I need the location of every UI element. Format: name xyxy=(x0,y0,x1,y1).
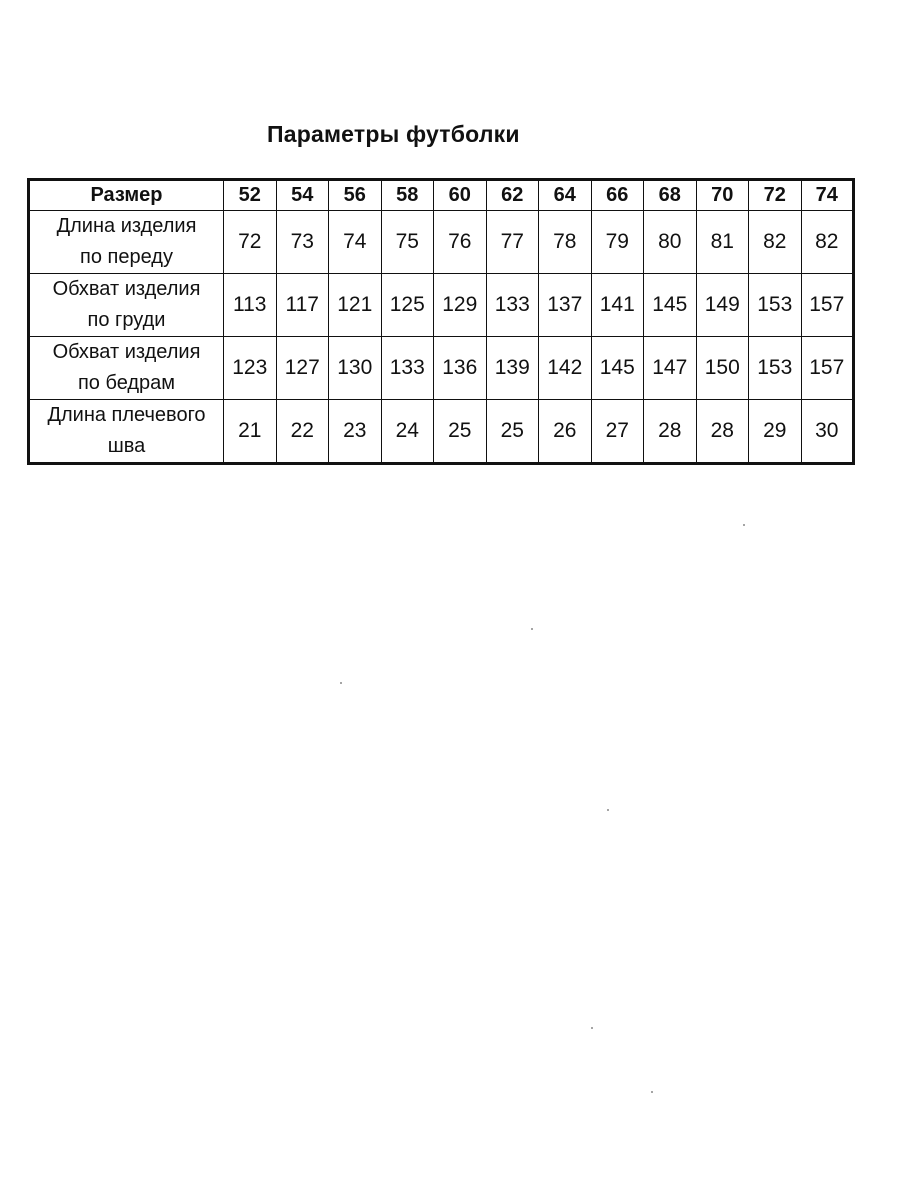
table-cell: 123 xyxy=(224,337,277,400)
table-cell: 30 xyxy=(801,400,854,464)
table-cell: 75 xyxy=(381,211,434,274)
table-cell: 76 xyxy=(434,211,487,274)
table-row xyxy=(29,400,854,464)
table-cell: 153 xyxy=(749,337,802,400)
table-cell: 74 xyxy=(329,211,382,274)
table-cell: 149 xyxy=(696,274,749,337)
table-cell: 125 xyxy=(381,274,434,337)
table-cell: 113 xyxy=(224,274,277,337)
table-cell: 22 xyxy=(276,400,329,464)
table-cell: 121 xyxy=(329,274,382,337)
table-row xyxy=(29,274,854,337)
size-header-cell: 74 xyxy=(801,180,854,211)
table-row xyxy=(29,337,854,400)
table-cell: 80 xyxy=(644,211,697,274)
size-header-cell: 72 xyxy=(749,180,802,211)
row-label-line1: Обхват изделия xyxy=(52,278,201,300)
size-header-cell: 58 xyxy=(381,180,434,211)
table-cell: 25 xyxy=(486,400,539,464)
table-cell: 81 xyxy=(696,211,749,274)
size-header-label: Размер xyxy=(29,180,224,211)
scan-speck xyxy=(340,682,342,684)
table-cell: 129 xyxy=(434,274,487,337)
table-cell: 26 xyxy=(539,400,592,464)
table-cell: 157 xyxy=(801,274,854,337)
table-cell: 150 xyxy=(696,337,749,400)
row-label xyxy=(29,274,224,337)
size-header-cell: 70 xyxy=(696,180,749,211)
table-cell: 133 xyxy=(381,337,434,400)
table-cell: 78 xyxy=(539,211,592,274)
row-label-line1: Обхват изделия xyxy=(52,341,201,363)
scan-speck xyxy=(651,1091,653,1093)
size-header-cell: 64 xyxy=(539,180,592,211)
table-cell: 77 xyxy=(486,211,539,274)
size-header-cell: 52 xyxy=(224,180,277,211)
table-cell: 127 xyxy=(276,337,329,400)
table-cell: 82 xyxy=(801,211,854,274)
size-header-cell: 68 xyxy=(644,180,697,211)
header-row xyxy=(29,180,854,211)
table-cell: 145 xyxy=(591,337,644,400)
table-cell: 142 xyxy=(539,337,592,400)
table-cell: 117 xyxy=(276,274,329,337)
table-cell: 145 xyxy=(644,274,697,337)
table-cell: 21 xyxy=(224,400,277,464)
row-label-line1: Длина плечевого xyxy=(47,404,206,426)
size-header-cell: 54 xyxy=(276,180,329,211)
table-row xyxy=(29,211,854,274)
size-chart-table xyxy=(27,178,855,465)
size-header-cell: 56 xyxy=(329,180,382,211)
table-cell: 130 xyxy=(329,337,382,400)
table-cell: 141 xyxy=(591,274,644,337)
size-header-cell: 66 xyxy=(591,180,644,211)
scan-speck xyxy=(531,628,533,630)
size-header-cell: 60 xyxy=(434,180,487,211)
table-cell: 153 xyxy=(749,274,802,337)
table-cell: 137 xyxy=(539,274,592,337)
row-label-line2: по бедрам xyxy=(77,372,176,394)
row-label-line1: Длина изделия xyxy=(56,215,197,237)
table-cell: 28 xyxy=(696,400,749,464)
table-cell: 157 xyxy=(801,337,854,400)
row-label xyxy=(29,400,224,464)
size-header-cell: 62 xyxy=(486,180,539,211)
row-label-line2: по переду xyxy=(80,246,173,268)
table-cell: 24 xyxy=(381,400,434,464)
table-cell: 147 xyxy=(644,337,697,400)
scan-speck xyxy=(591,1027,593,1029)
row-label xyxy=(29,337,224,400)
table-cell: 28 xyxy=(644,400,697,464)
table-cell: 25 xyxy=(434,400,487,464)
row-label-line2: по груди xyxy=(87,309,166,331)
table-cell: 139 xyxy=(486,337,539,400)
table-cell: 79 xyxy=(591,211,644,274)
table-cell: 27 xyxy=(591,400,644,464)
table-cell: 23 xyxy=(329,400,382,464)
table-cell: 133 xyxy=(486,274,539,337)
scan-speck xyxy=(743,524,745,526)
table-cell: 72 xyxy=(224,211,277,274)
table-cell: 73 xyxy=(276,211,329,274)
row-label xyxy=(29,211,224,274)
scan-speck xyxy=(607,809,609,811)
row-label-line2: шва xyxy=(107,435,146,457)
table-cell: 82 xyxy=(749,211,802,274)
table-cell: 136 xyxy=(434,337,487,400)
table-cell: 29 xyxy=(749,400,802,464)
page-title: Параметры футболки xyxy=(267,121,520,147)
